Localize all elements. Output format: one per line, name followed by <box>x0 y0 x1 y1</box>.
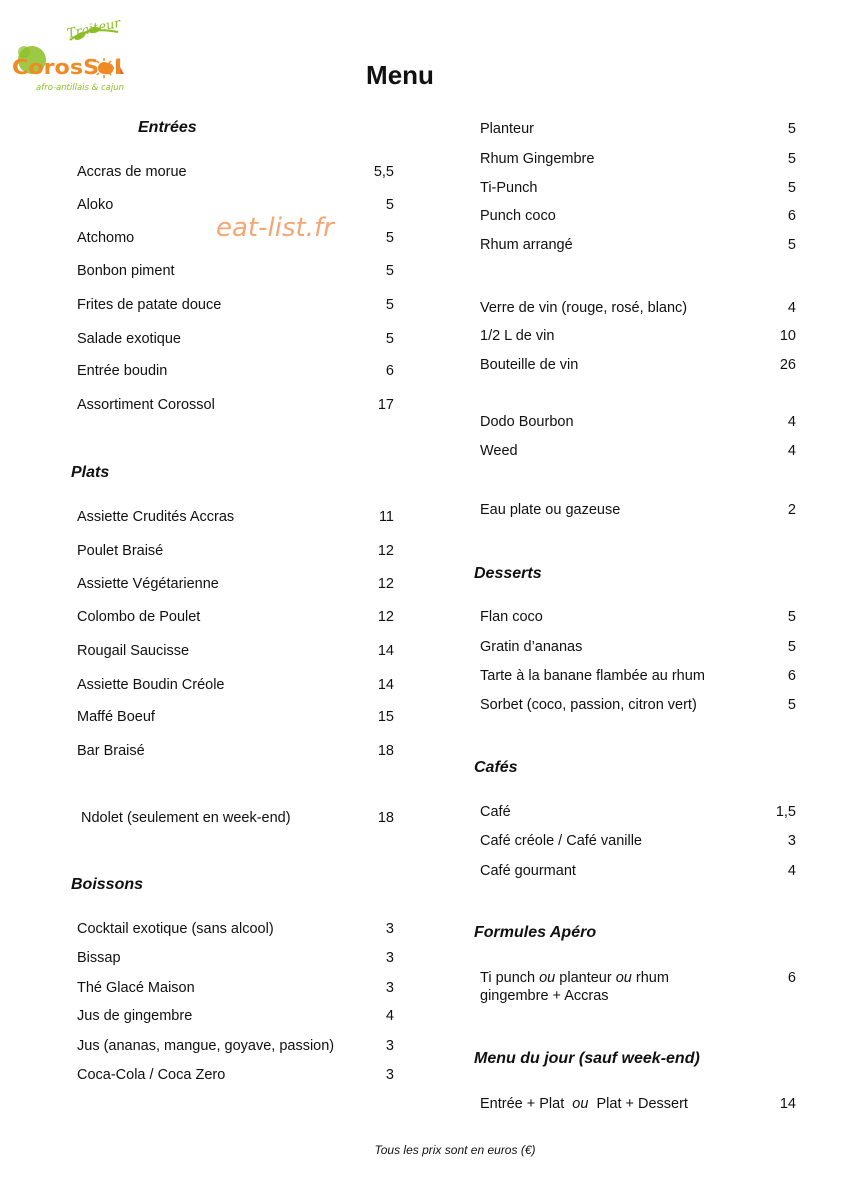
menu-item-name: Tarte à la banane flambée au rhum <box>480 668 705 684</box>
section-title-entrees: Entrées <box>138 119 197 136</box>
menu-item-price: 5 <box>787 639 796 655</box>
menu-item-price: 3 <box>385 950 394 966</box>
menu-item-name: Ndolet (seulement en week-end) <box>81 810 291 826</box>
menu-item-name: Assiette Crudités Accras <box>77 509 235 525</box>
menu-item-name: Jus (ananas, mangue, goyave, passion) <box>77 1038 335 1054</box>
menu-item-price: 5 <box>787 180 796 196</box>
menu-item-price: 5,5 <box>373 164 394 180</box>
menu-item-price: 14 <box>377 677 394 693</box>
menu-jour-text-b: ou <box>572 1096 589 1112</box>
menu-item-price: 5 <box>385 230 394 246</box>
menu-item-name: Eau plate ou gazeuse <box>480 502 621 518</box>
menu-item-price: 10 <box>779 328 796 344</box>
menu-item-name: Coca-Cola / Coca Zero <box>77 1067 226 1083</box>
menu-item-name: 1/2 L de vin <box>480 328 555 344</box>
menu-item-name: Rhum arrangé <box>480 237 573 253</box>
menu-item-price: 12 <box>377 609 394 625</box>
menu-item-price: 5 <box>787 151 796 167</box>
menu-du-jour-price: 14 <box>779 1096 796 1112</box>
menu-item-name: Frites de patate douce <box>77 297 222 313</box>
menu-item-price: 5 <box>385 297 394 313</box>
page-title: Menu <box>366 60 434 90</box>
menu-item-name: Punch coco <box>480 208 556 224</box>
menu-item-price: 5 <box>787 697 796 713</box>
menu-item-price: 6 <box>385 363 394 379</box>
menu-item-name: Atchomo <box>77 230 135 246</box>
menu-item-price: 18 <box>377 810 394 826</box>
menu-item-price: 3 <box>787 833 796 849</box>
formules-text-c: planteur <box>555 970 616 986</box>
footer-note: Tous les prix sont en euros (€) <box>374 1143 536 1157</box>
menu-item-name: Maffé Boeuf <box>77 709 155 725</box>
menu-item-name: Café <box>480 804 511 820</box>
logo-traiteur-text: Traiteur <box>65 18 122 42</box>
menu-item-name: Ti-Punch <box>480 180 538 196</box>
menu-item-name: Assortiment Corossol <box>77 397 215 413</box>
formules-text-b: ou <box>539 970 556 986</box>
menu-item-price: 5 <box>385 263 394 279</box>
menu-item-name: Sorbet (coco, passion, citron vert) <box>480 697 697 713</box>
menu-item-name: Rhum Gingembre <box>480 151 595 167</box>
menu-item-price: 15 <box>377 709 394 725</box>
menu-item-name: Jus de gingembre <box>77 1008 193 1024</box>
menu-item-name: Colombo de Poulet <box>77 609 201 625</box>
watermark: eat-list.fr <box>216 213 334 243</box>
menu-item-name: Weed <box>480 443 518 459</box>
menu-item-price: 4 <box>787 300 796 316</box>
menu-item-name: Aloko <box>77 197 114 213</box>
logo-name-text: CorosSol <box>12 55 123 79</box>
section-title-menu-du-jour: Menu du jour (sauf week-end) <box>474 1050 700 1067</box>
menu-item-name: Salade exotique <box>77 331 181 347</box>
menu-item-price: 14 <box>377 643 394 659</box>
menu-item-price: 5 <box>385 331 394 347</box>
menu-item-name: Planteur <box>480 121 535 137</box>
section-title-plats: Plats <box>71 464 110 481</box>
menu-item-price: 5 <box>787 121 796 137</box>
formules-price: 6 <box>787 970 796 986</box>
menu-item-name: Assiette Boudin Créole <box>77 677 225 693</box>
menu-item-price: 3 <box>385 980 394 996</box>
menu-item-price: 12 <box>377 576 394 592</box>
menu-item-name: Cocktail exotique (sans alcool) <box>77 921 274 937</box>
menu-item-name: Gratin d’ananas <box>480 639 583 655</box>
menu-item-price: 6 <box>787 668 796 684</box>
menu-item-price: 26 <box>779 357 796 373</box>
menu-item-price: 3 <box>385 1067 394 1083</box>
menu-item-name: Café gourmant <box>480 863 576 879</box>
menu-item-price: 5 <box>385 197 394 213</box>
menu-item-price: 4 <box>385 1008 394 1024</box>
menu-item-price: 4 <box>787 414 796 430</box>
menu-item-price: 2 <box>787 502 796 518</box>
menu-item-name: Entrée boudin <box>77 363 168 379</box>
formules-text-line2: gingembre + Accras <box>480 988 609 1004</box>
section-title-formules: Formules Apéro <box>474 924 597 941</box>
menu-item-name: Dodo Bourbon <box>480 414 574 430</box>
menu-item-price: 1,5 <box>775 804 796 820</box>
menu-item-price: 4 <box>787 863 796 879</box>
logo-tagline-text: afro-antillais & cajun <box>36 83 125 93</box>
menu-item-price: 18 <box>377 743 394 759</box>
section-title-cafes: Cafés <box>474 759 518 776</box>
formules-text-e: rhum <box>631 970 669 986</box>
menu-item-name: Bar Braisé <box>77 743 145 759</box>
menu-item-name: Flan coco <box>480 609 543 625</box>
menu-item-price: 4 <box>787 443 796 459</box>
menu-jour-text-a: Entrée + Plat <box>480 1096 573 1112</box>
menu-item-price: 6 <box>787 208 796 224</box>
section-title-desserts: Desserts <box>474 565 542 582</box>
menu-item-price: 12 <box>377 543 394 559</box>
menu-du-jour-description <box>480 1096 688 1112</box>
formules-text-d: ou <box>615 970 632 986</box>
section-title-boissons: Boissons <box>71 876 144 893</box>
menu-item-name: Bouteille de vin <box>480 357 579 373</box>
menu-item-price: 3 <box>385 1038 394 1054</box>
formules-text-a: Ti punch <box>480 970 540 986</box>
menu-item-name: Café créole / Café vanille <box>480 833 642 849</box>
menu-item-price: 11 <box>378 509 394 525</box>
menu-item-name: Accras de morue <box>77 164 187 180</box>
menu-item-price: 17 <box>377 397 394 413</box>
menu-item-name: Thé Glacé Maison <box>77 980 195 996</box>
formules-description <box>480 969 710 1005</box>
menu-item-price: 3 <box>385 921 394 937</box>
menu-item-name: Bissap <box>77 950 121 966</box>
menu-item-name: Bonbon piment <box>77 263 175 279</box>
menu-item-price: 5 <box>787 237 796 253</box>
menu-item-price: 5 <box>787 609 796 625</box>
menu-item-name: Verre de vin (rouge, rosé, blanc) <box>480 300 688 316</box>
menu-jour-text-c: Plat + Dessert <box>588 1096 688 1112</box>
menu-item-name: Poulet Braisé <box>77 543 164 559</box>
menu-item-name: Rougail Saucisse <box>77 643 190 659</box>
menu-item-name: Assiette Végétarienne <box>77 576 219 592</box>
